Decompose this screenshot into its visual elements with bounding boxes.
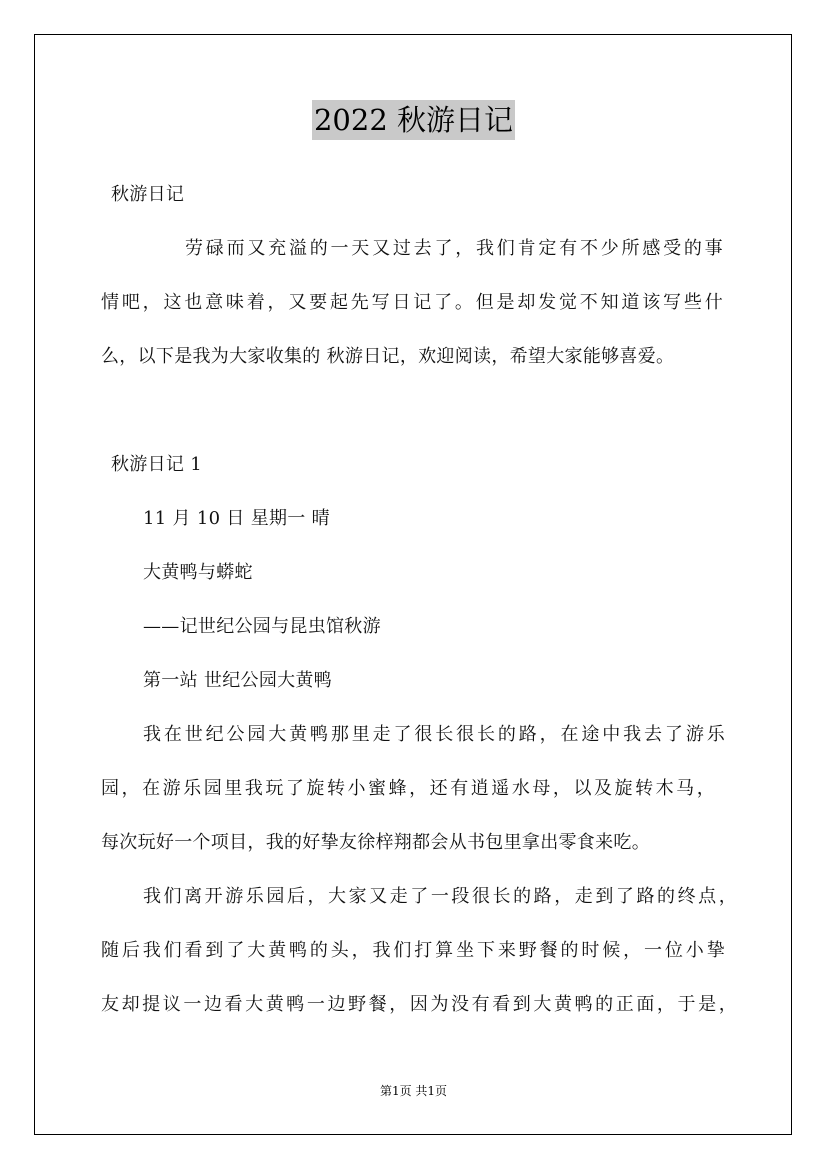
page-footer: 第1页 共1页 bbox=[379, 1084, 448, 1098]
story-subtitle: ——记世纪公园与昆虫馆秋游 bbox=[143, 616, 381, 637]
story-title: 大黄鸭与蟒蛇 bbox=[143, 562, 253, 583]
intro-line: 么，以下是我为大家收集的 秋游日记，欢迎阅读，希望大家能够喜爱。 bbox=[101, 346, 675, 367]
intro-line: 劳碌而又充溢的一天又过去了，我们肯定有不少所感受的事 bbox=[185, 238, 723, 259]
paragraph-line: 友却提议一边看大黄鸭一边野餐，因为没有看到大黄鸭的正面，于是， bbox=[101, 994, 737, 1015]
paragraph-line: 每次玩好一个项目，我的好挚友徐梓翔都会从书包里拿出零食来吃。 bbox=[101, 832, 650, 853]
intro-line: 情吧，这也意味着，又要起先写日记了。但是却发觉不知道该写些什 bbox=[101, 292, 723, 313]
paragraph-line: 我们离开游乐园后，大家又走了一段很长的路，走到了路的终点， bbox=[143, 886, 737, 907]
paragraph-line: 我在世纪公园大黄鸭那里走了很长很长的路，在途中我去了游乐 bbox=[143, 724, 725, 745]
paragraph-line: 随后我们看到了大黄鸭的头，我们打算坐下来野餐的时候，一位小挚 bbox=[101, 940, 725, 961]
title-container bbox=[0, 100, 827, 140]
subheading: 秋游日记 bbox=[111, 184, 185, 205]
document-title: 2022 秋游日记 bbox=[312, 100, 515, 140]
stage-title: 第一站 世纪公园大黄鸭 bbox=[143, 670, 333, 691]
date-line: 11 月 10 日 星期一 晴 bbox=[143, 508, 330, 529]
section-title: 秋游日记 1 bbox=[111, 454, 202, 475]
paragraph-line: 园，在游乐园里我玩了旋转小蜜蜂，还有逍遥水母，以及旋转木马， bbox=[101, 778, 715, 799]
